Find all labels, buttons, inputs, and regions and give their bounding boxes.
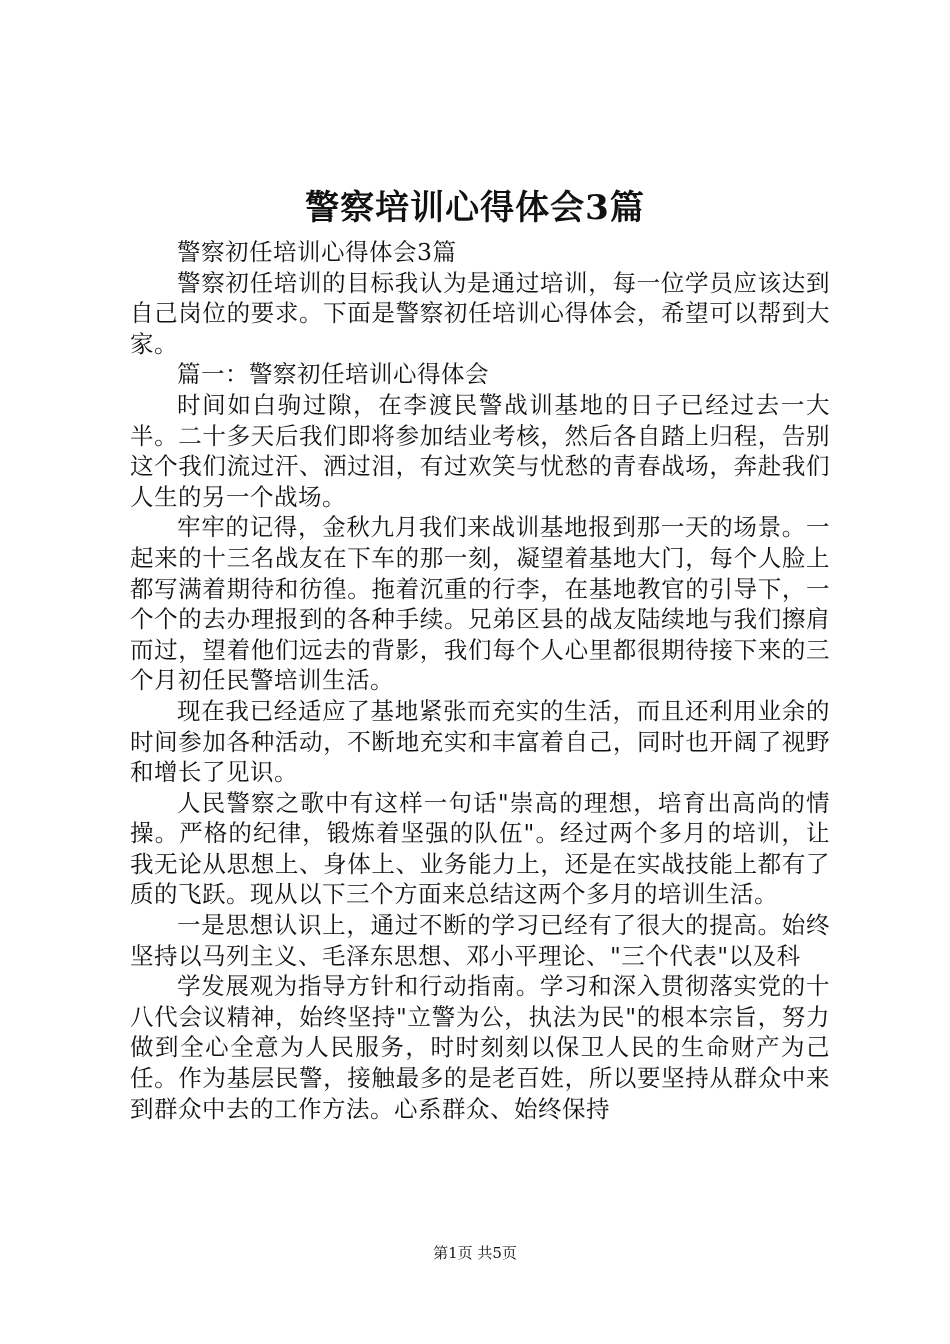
paragraph: 篇一：警察初任培训心得体会 — [177, 360, 489, 389]
paragraph: 牢牢的记得，金秋九月我们来战训基地报到那一天的场景。一起来的十三名战友在下车的那一刻，凝望着基地大门，每个人脸上都写满着期待和彷徨。拖着沉重的行李，在基地教官的引导下，一个个的去办理报到的各种手续。兄弟区县的战友陆续地与我们擦肩而过，望着他们远去的背影，我们每个人心里都很期待接下来的三个月初任民警培训生活。 — [130, 513, 830, 695]
paragraph: 警察初任培训心得体会3篇 — [177, 238, 457, 266]
page-number-footer: 第1页 共5页 — [433, 1244, 517, 1262]
document-title: 警察培训心得体会3篇 — [305, 188, 645, 228]
paragraph: 警察初任培训的目标我认为是通过培训，每一位学员应该达到自己岗位的要求。下面是警察初任培训心得体会，希望可以帮到大家。 — [130, 268, 830, 358]
paragraph: 人民警察之歌中有这样一句话"崇高的理想，培育出高尚的情操。严格的纪律，锻炼着坚强的队伍"。经过两个多月的培训，让我无论从思想上、身体上、业务能力上，还是在实战技能上都有了质的飞跃。现从以下三个方面来总结这两个多月的培训生活。 — [130, 788, 830, 909]
paragraph: 学发展观为指导方针和行动指南。学习和深入贯彻落实党的十八代会议精神，始终坚持"立警为公，执法为民"的根本宗旨，努力做到全心全意为人民服务，时时刻刻以保卫人民的生命财产为己任。作为基层民警，接触最多的是老百姓，所以要坚持从群众中来到群众中去的工作方法。心系群众、始终保持 — [130, 972, 830, 1123]
paragraph: 现在我已经适应了基地紧张而充实的生活，而且还利用业余的时间参加各种活动，不断地充实和丰富着自己，同时也开阔了视野和增长了见识。 — [130, 696, 830, 787]
document-body — [130, 237, 830, 1124]
paragraph: 一是思想认识上，通过不断的学习已经有了很大的提高。始终坚持以马列主义、毛泽东思想、邓小平理论、"三个代表"以及科 — [130, 911, 830, 970]
paragraph: 时间如白驹过隙，在李渡民警战训基地的日子已经过去一大半。二十多天后我们即将参加结业考核，然后各自踏上归程，告别这个我们流过汗、洒过泪，有过欢笑与忧愁的青春战场，奔赴我们人生的另一个战场。 — [130, 390, 830, 511]
